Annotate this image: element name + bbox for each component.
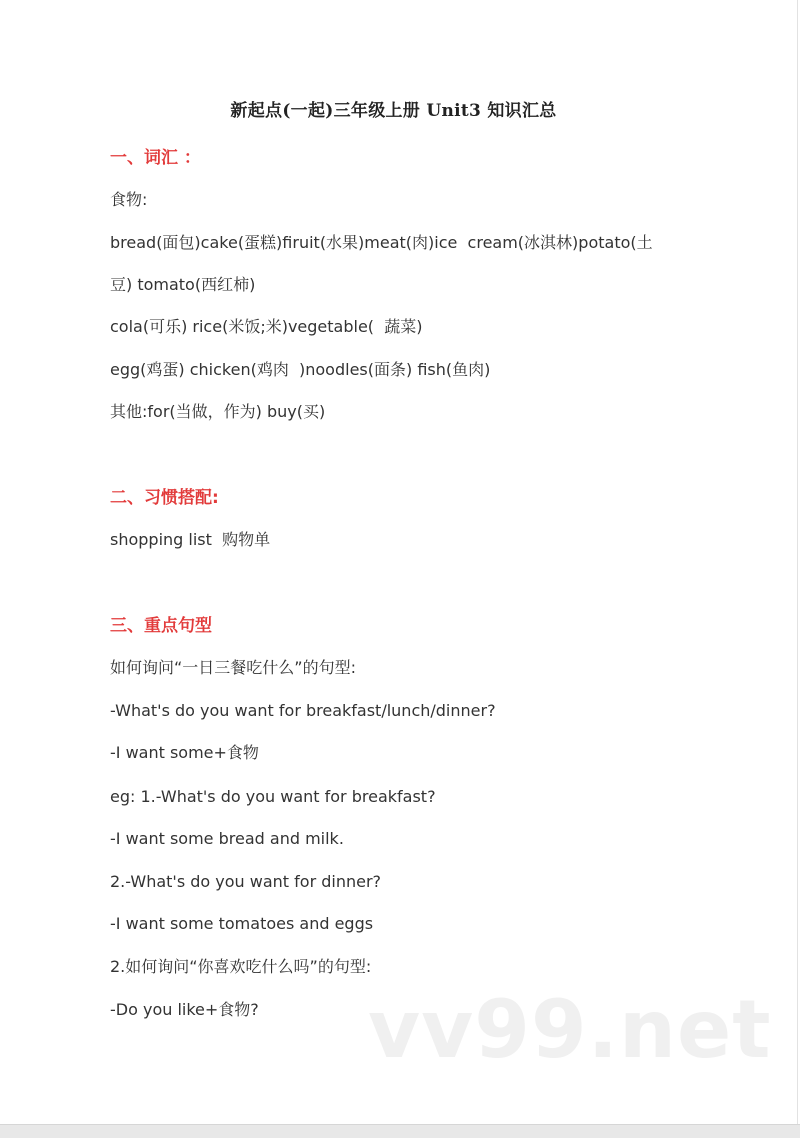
- pattern-intro: 2.如何询问“你喜欢吃什么吗”的句型:: [110, 957, 372, 976]
- section-heading-collocations: 二、习惯搭配:: [110, 488, 219, 508]
- section-heading-sentence-patterns: 三、重点句型: [110, 616, 212, 636]
- example-question: 2.-What's do you want for dinner?: [110, 872, 382, 891]
- vocab-line: 豆) tomato(西红柿): [110, 275, 256, 294]
- page-bottom-edge: [0, 1124, 800, 1138]
- watermark: vv99.net: [368, 983, 772, 1076]
- example-question: eg: 1.-What's do you want for breakfast?: [110, 787, 436, 806]
- pattern-answer: -I want some+食物: [110, 743, 259, 762]
- pattern-intro: 如何询问“一日三餐吃什么”的句型:: [110, 658, 356, 677]
- section-heading-vocabulary: 一、词汇 ：: [110, 148, 201, 168]
- vocab-category-food: 食物:: [110, 190, 148, 209]
- vocab-line: bread(面包)cake(蛋糕)firuit(水果)meat(肉)ice cream(冰淇林)potato(土: [110, 233, 653, 252]
- example-answer: -I want some tomatoes and eggs: [110, 914, 374, 933]
- vocab-line-other: 其他:for(当做，作为) buy(买): [110, 402, 326, 421]
- pattern-question: -Do you like+食物?: [110, 1000, 259, 1019]
- document-title: 新起点(一起)三年级上册 Unit3 知识汇总: [230, 101, 557, 121]
- vocab-line: egg(鸡蛋) chicken(鸡肉 )noodles(面条) fish(鱼肉): [110, 360, 491, 379]
- collocation-line: shopping list 购物单: [110, 530, 271, 549]
- example-answer: -I want some bread and milk.: [110, 829, 344, 848]
- vocab-line: cola(可乐) rice(米饭;米)vegetable( 蔬菜): [110, 317, 423, 336]
- pattern-question: -What's do you want for breakfast/lunch/dinner?: [110, 701, 496, 720]
